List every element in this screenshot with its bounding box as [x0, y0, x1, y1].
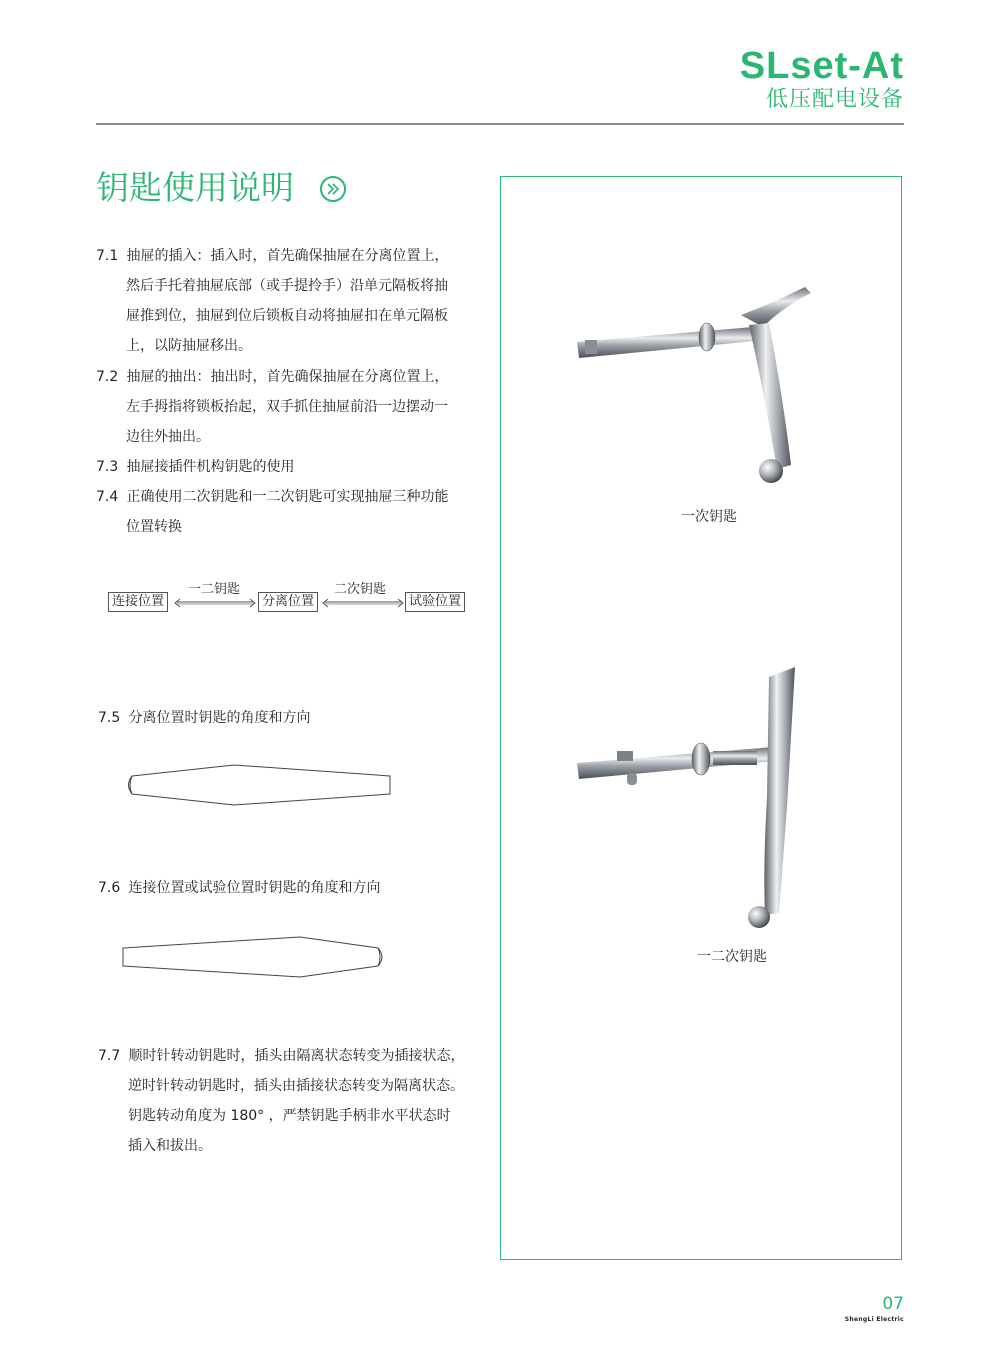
position-diagram	[108, 582, 478, 622]
item-7-6	[98, 873, 488, 903]
item-text: 钥匙转动角度为 180° ，严禁钥匙手柄非水平状态时	[128, 1108, 451, 1124]
key-angle-separate-shape	[124, 762, 394, 808]
item-text: 插入和拔出。	[128, 1138, 212, 1154]
item-text: 逆时针转动钥匙时，插头由插接状态转变为隔离状态。	[128, 1078, 464, 1094]
chevron-right-circle-icon	[320, 176, 346, 202]
item-number: 7.1	[96, 248, 119, 264]
item-number: 7.7	[98, 1048, 121, 1064]
double-arrow-icon	[320, 596, 406, 608]
item-text: 抽屉接插件机构钥匙的使用	[126, 459, 295, 475]
item-number: 7.5	[98, 710, 121, 726]
item-text: 分离位置时钥匙的角度和方向	[128, 710, 311, 726]
position-separate-box: 分离位置	[258, 592, 318, 612]
item-number: 7.4	[96, 489, 119, 505]
primary-key-caption: 一次钥匙	[681, 509, 737, 525]
brand-subtitle: 低压配电设备	[765, 87, 904, 112]
item-text: 上，以防抽屉移出。	[126, 338, 252, 354]
brand-logo-text: SLset-At	[739, 45, 904, 87]
company-name: ShengLi Electric	[844, 1316, 904, 1323]
key-2-label: 二次钥匙	[334, 582, 387, 597]
item-text: 抽屉的插入：插入时，首先确保抽屉在分离位置上，	[126, 248, 449, 264]
item-text: 连接位置或试验位置时钥匙的角度和方向	[128, 880, 381, 896]
item-text: 位置转换	[126, 519, 182, 535]
primary-key-image	[573, 287, 833, 507]
item-text: 屉推到位，抽屉到位后锁板自动将抽屉扣在单元隔板	[126, 308, 448, 324]
page-title: 钥匙使用说明	[96, 168, 294, 207]
item-7-5	[98, 703, 488, 733]
item-7-2	[96, 362, 486, 452]
item-number: 7.6	[98, 880, 121, 896]
item-7-3	[96, 452, 486, 482]
position-test-box: 试验位置	[405, 592, 465, 612]
item-7-1	[96, 241, 486, 361]
primary-secondary-key-image	[573, 667, 833, 937]
header-divider	[96, 123, 904, 125]
primary-secondary-key-caption: 一二次钥匙	[697, 949, 767, 965]
item-text: 顺时针转动钥匙时，插头由隔离状态转变为插接状态，	[128, 1048, 465, 1064]
double-arrow-icon	[172, 596, 258, 608]
position-connect-box: 连接位置	[108, 592, 168, 612]
item-text: 左手拇指将锁板抬起，双手抓住抽屉前沿一边摆动一	[126, 399, 448, 415]
item-number: 7.2	[96, 369, 119, 385]
item-text: 正确使用二次钥匙和一二次钥匙可实现抽屉三种功能	[126, 489, 449, 505]
item-text: 抽屉的抽出：抽出时，首先确保抽屉在分离位置上，	[126, 369, 449, 385]
key-angle-connect-shape	[120, 934, 390, 980]
item-7-4	[96, 482, 486, 542]
item-text: 然后手托着抽屉底部（或手提拎手）沿单元隔板将抽	[126, 278, 448, 294]
key-photo-frame	[500, 176, 902, 1260]
item-text: 边往外抽出。	[126, 429, 210, 445]
key-12-label: 一二钥匙	[188, 582, 241, 597]
page-number: 07	[882, 1294, 904, 1314]
item-7-7	[98, 1041, 488, 1161]
item-number: 7.3	[96, 459, 119, 475]
